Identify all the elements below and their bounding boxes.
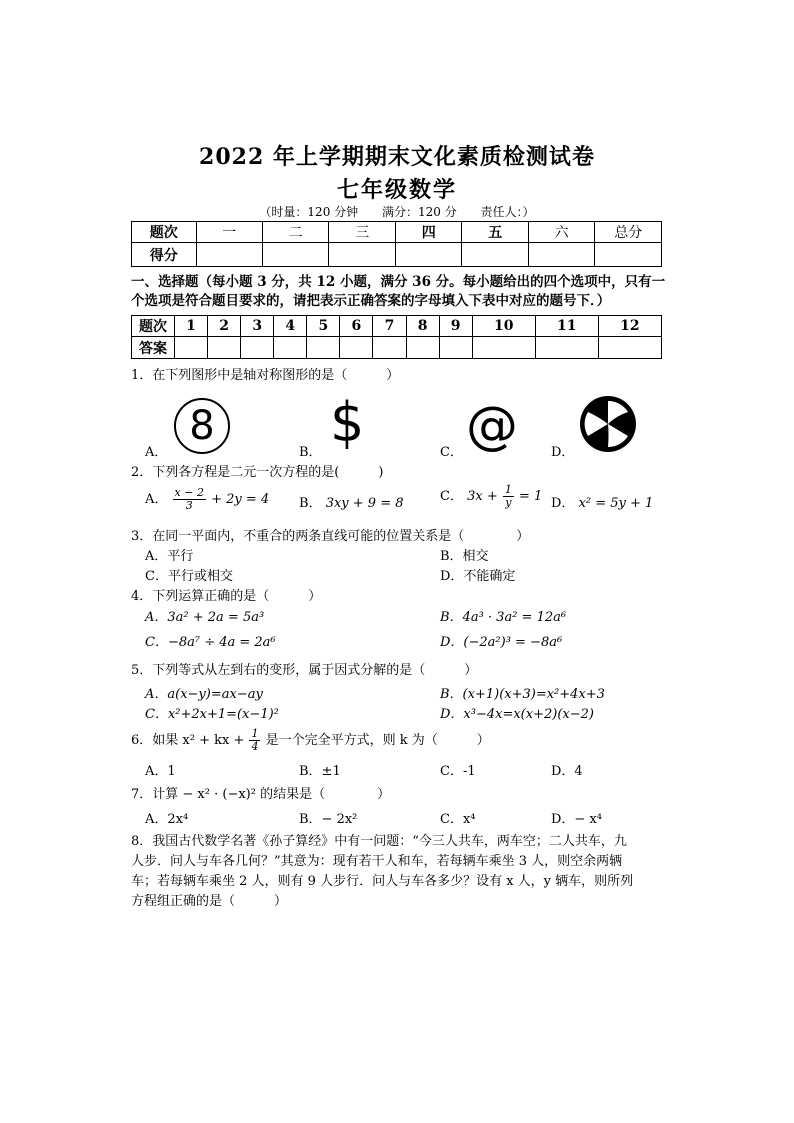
q2-option-d [551,495,653,513]
score-cell[interactable] [462,243,528,267]
answer-table-header: 2 [208,316,241,337]
q4-option-c: C．−8a⁷ ÷ 4a = 2a⁶ [145,635,276,650]
q6-denominator: 4 [251,740,259,753]
q2-c-fraction [503,484,514,509]
q5-option-d: D．x³−4x=x(x+2)(x−2) [440,707,594,722]
q1-option-c-label: C． [440,445,463,460]
answer-table-header: 1 [175,316,208,337]
q8-line: 人步．问人与车各几何？”其意为：现有若干人和车，若每辆车乘坐 3 人，则空余两辆 [131,854,623,869]
question-7-stem: 7．计算 − x² · (−x)² 的结果是（ ） [131,787,391,802]
q2-c-prefix: 3x + [467,489,498,504]
q3-option-d: D．不能确定 [440,569,516,584]
answer-table-header: 10 [472,316,535,337]
answer-table-header: 题次 [132,316,175,337]
score-cell[interactable] [263,243,329,267]
q2-c-denominator: y [505,496,512,509]
q3-option-a: A．平行 [145,549,194,564]
score-table-header: 一 [196,222,262,243]
score-table-header: 五 [462,222,528,243]
q7-option-c: C．x⁴ [440,812,476,827]
q2-a-numerator: x − 2 [174,486,204,499]
q3-option-c: C．平行或相交 [145,569,233,584]
answer-cell[interactable] [175,337,208,359]
exam-title: 2022 年上学期期末文化素质检测试卷 [199,144,595,170]
q7-option-a: A．2x⁴ [145,812,189,827]
responsible-person: 责任人：） [480,205,535,219]
answer-table-header: 4 [274,316,307,337]
q6-option-a: A．1 [145,764,176,779]
q2-option-d-label: D． [551,496,575,511]
q5-option-a: A．a(x−y)=ax−ay [145,687,263,702]
q2-option-a-label: A． [145,492,168,507]
answer-cell[interactable] [307,337,340,359]
q7-option-d: D．− x⁴ [551,812,602,827]
exam-subtitle: 七年级数学 [336,177,457,203]
section-1-line: 一、选择题（每小题 3 分，共 12 小题，满分 36 分。每小题给出的四个选项中，只有一 [131,274,666,290]
full-score: 满分：120 分 [381,205,457,219]
q5-option-c: C．x²+2x+1=(x−1)² [145,707,279,722]
q4-option-b: B．4a³ · 3a² = 12a⁶ [440,610,567,625]
answer-cell[interactable] [406,337,439,359]
answer-row-label: 答案 [132,337,175,359]
score-cell[interactable] [395,243,461,267]
answer-table-header: 5 [307,316,340,337]
score-cell[interactable] [329,243,395,267]
q6-stem-suffix: 是一个完全平方式，则 k 为（ ） [265,733,490,748]
answer-table-header: 12 [598,316,661,337]
q2-option-b-label: B． [299,496,322,511]
question-4-stem: 4．下列运算正确的是（ ） [131,589,322,604]
q6-stem-prefix: 6．如果 x² + kx + [131,733,245,748]
question-6-stem [131,728,490,753]
q8-line: 8．我国古代数学名著《孙子算经》中有一问题：“今三人共车，两车空；二人共车，九 [131,834,627,849]
q2-a-fraction [173,487,206,512]
answer-table-header: 11 [535,316,598,337]
q1-option-d-label: D． [551,445,575,460]
q1-option-a-label: A． [145,445,168,460]
q2-option-c-label: C． [440,489,463,504]
answer-cell[interactable] [535,337,598,359]
answer-cell[interactable] [241,337,274,359]
answer-cell[interactable] [439,337,472,359]
q8-line: 车；若每辆车乘坐 2 人，则有 9 人步行．问人与车各多少？设有 x 人，y 辆车，则所列 [131,874,634,889]
q7-option-b: B．− 2x² [299,812,358,827]
q2-c-rest: = 1 [519,489,543,504]
answer-table-header: 6 [340,316,373,337]
q2-option-a [145,487,269,512]
answer-cell[interactable] [598,337,661,359]
q4-option-d: D．(−2a²)³ = −8a⁶ [440,635,563,650]
score-row-label: 得分 [132,243,197,267]
question-5-stem: 5．下列等式从左到右的变形，属于因式分解的是（ ） [131,663,478,678]
score-table [131,221,662,267]
dollar-symbol: $ [330,391,365,454]
score-table-header: 三 [329,222,395,243]
answer-cell[interactable] [472,337,535,359]
q2-a-denominator: 3 [185,499,193,512]
score-table-header: 题次 [132,222,197,243]
q2-a-rest: + 2y = 4 [211,492,270,507]
score-cell[interactable] [595,243,662,267]
q6-numerator: 1 [251,727,259,740]
q2-d-expression: x² = 5y + 1 [578,496,654,511]
score-cell[interactable] [196,243,262,267]
section-1-instructions [131,273,671,311]
section-1-line: 个选项是符合题目要求的，请把表示正确答案的字母填入下表中对应的题号下．） [131,293,611,309]
q4-option-a: A．3a² + 2a = 5a³ [145,610,265,625]
q6-fraction [249,728,260,753]
three-blade-swirl-icon [578,394,638,454]
score-cell[interactable] [528,243,594,267]
q6-option-c: C．-1 [440,764,476,779]
q1-option-b-label: B． [299,445,322,460]
answer-cell[interactable] [340,337,373,359]
exam-info [0,203,794,220]
at-symbol: @ [466,396,518,456]
q3-option-b: B．相交 [440,549,489,564]
question-1-stem: 1．在下列图形中是轴对称图形的是（ ） [131,368,400,383]
answer-cell[interactable] [373,337,406,359]
answer-table-header: 8 [406,316,439,337]
q6-option-d: D．4 [551,764,583,779]
score-table-header: 总分 [595,222,662,243]
question-3-stem: 3．在同一平面内，不重合的两条直线可能的位置关系是（ ） [131,529,530,544]
q8-line: 方程组正确的是（ ） [131,894,288,909]
answer-table-header: 9 [439,316,472,337]
answer-table-header: 7 [373,316,406,337]
answer-table-header: 3 [241,316,274,337]
time-limit: （时量：120 分钟 [259,205,359,219]
q2-b-expression: 3xy + 9 = 8 [325,496,404,511]
q2-option-c [440,484,542,509]
score-table-header: 六 [528,222,594,243]
q6-option-b: B．±1 [299,764,341,779]
answer-cell[interactable] [274,337,307,359]
q2-option-b [299,495,404,513]
answer-cell[interactable] [208,337,241,359]
question-2-stem: 2．下列各方程是二元一次方程的是( ) [131,465,384,480]
circled-eight-symbol: 8 [174,398,230,454]
answer-table [131,315,662,359]
score-table-header: 四 [395,222,461,243]
question-8-stem [131,832,671,912]
q5-option-b: B．(x+1)(x+3)=x²+4x+3 [440,687,605,702]
score-table-header: 二 [263,222,329,243]
q2-c-numerator: 1 [504,483,512,496]
